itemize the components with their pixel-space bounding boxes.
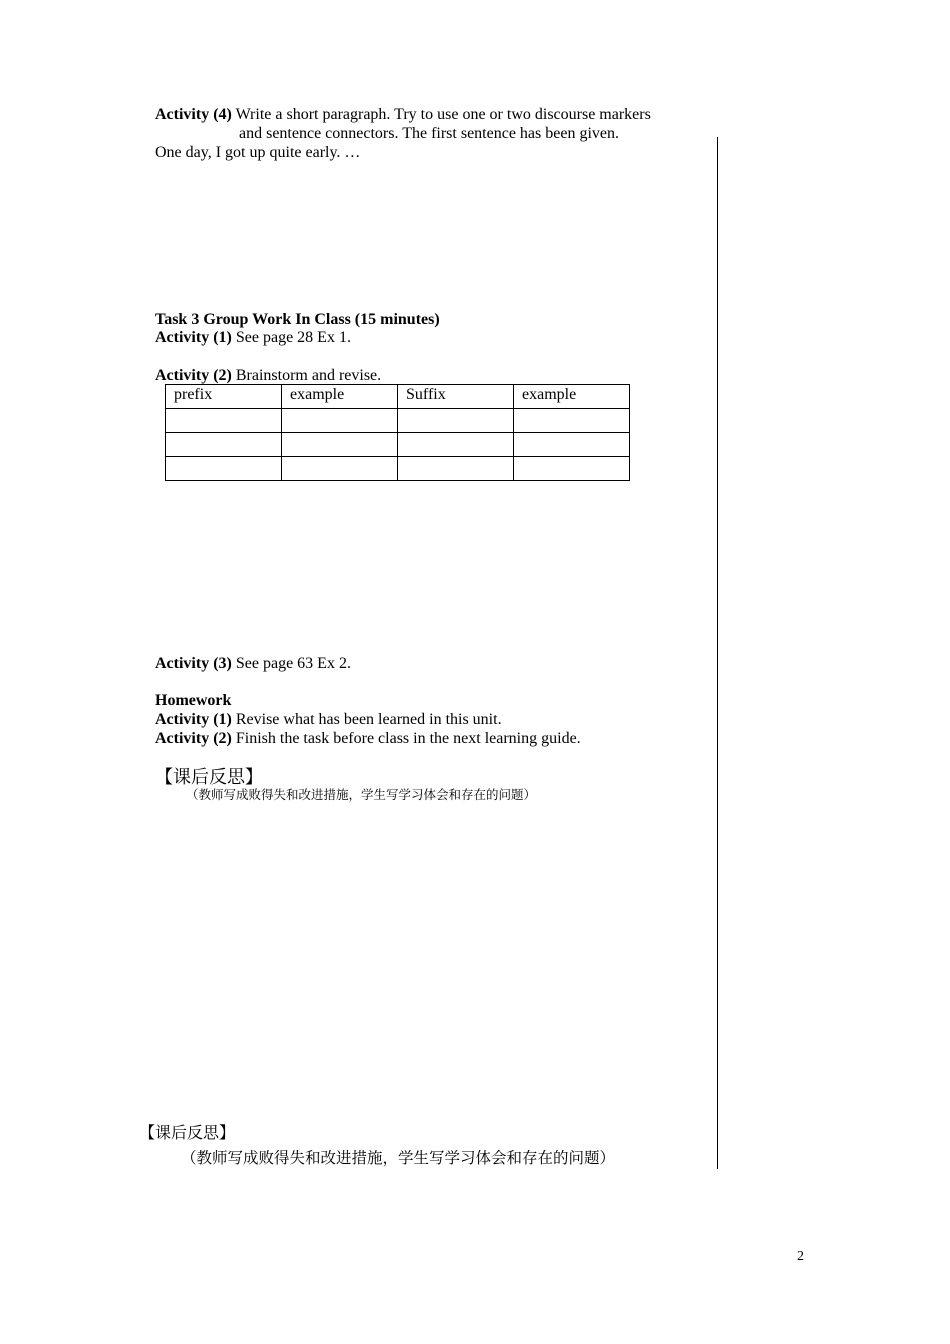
table-cell bbox=[398, 433, 514, 457]
task3-activity2-text: Brainstorm and revise. bbox=[235, 367, 382, 384]
reflection1-title: 【课后反思】 bbox=[155, 767, 263, 788]
table-cell bbox=[398, 409, 514, 433]
prefix-suffix-table bbox=[165, 384, 630, 481]
activity4-text1: Write a short paragraph. Try to use one or two discourse markers bbox=[235, 106, 651, 123]
table-header-cell: example bbox=[282, 385, 398, 409]
table-header-cell: example bbox=[514, 385, 630, 409]
task3-activity1 bbox=[155, 329, 351, 347]
task3-title-text: Task 3 Group Work In Class (15 minutes) bbox=[155, 311, 440, 328]
table-row bbox=[166, 433, 630, 457]
table-cell bbox=[166, 409, 282, 433]
table-header-cell: prefix bbox=[166, 385, 282, 409]
homework-title-text: Homework bbox=[155, 692, 232, 709]
margin-rule bbox=[717, 137, 718, 1169]
table-cell bbox=[514, 433, 630, 457]
homework-activity2 bbox=[155, 730, 581, 748]
task3-activity2-label: Activity (2) bbox=[155, 367, 232, 384]
table-header-row bbox=[166, 385, 630, 409]
table-cell bbox=[514, 457, 630, 481]
homework-activity2-text: Finish the task before class in the next learning guide. bbox=[235, 730, 581, 747]
table-cell bbox=[166, 457, 282, 481]
activity4-label: Activity (4) bbox=[155, 106, 232, 123]
task3-activity3 bbox=[155, 655, 351, 673]
homework-activity2-label: Activity (2) bbox=[155, 730, 232, 747]
page-number: 2 bbox=[797, 1249, 804, 1264]
activity4-line3: One day, I got up quite early. … bbox=[155, 144, 361, 161]
homework-activity1 bbox=[155, 711, 502, 729]
table-cell bbox=[282, 433, 398, 457]
reflection2-title: 【课后反思】 bbox=[139, 1123, 236, 1142]
task3-activity3-label: Activity (3) bbox=[155, 655, 232, 672]
reflection1-note: （教师写成败得失和改进措施，学生写学习体会和存在的问题） bbox=[186, 787, 537, 802]
table-row bbox=[166, 409, 630, 433]
homework-activity1-text: Revise what has been learned in this unit. bbox=[235, 711, 502, 728]
table-cell bbox=[282, 457, 398, 481]
table-cell bbox=[282, 409, 398, 433]
table-cell bbox=[398, 457, 514, 481]
task3-activity1-text: See page 28 Ex 1. bbox=[235, 329, 351, 346]
task3-activity1-label: Activity (1) bbox=[155, 329, 232, 346]
task3-activity3-text: See page 63 Ex 2. bbox=[235, 655, 351, 672]
homework-activity1-label: Activity (1) bbox=[155, 711, 232, 728]
table-header-cell: Suffix bbox=[398, 385, 514, 409]
task3-activity2 bbox=[155, 367, 381, 385]
task3-title bbox=[155, 311, 440, 329]
homework-title bbox=[155, 692, 231, 710]
reflection2-note: （教师写成败得失和改进措施，学生写学习体会和存在的问题） bbox=[181, 1149, 616, 1167]
activity4-line1 bbox=[155, 106, 651, 124]
table-row bbox=[166, 457, 630, 481]
table-cell bbox=[514, 409, 630, 433]
table-cell bbox=[166, 433, 282, 457]
activity4-line2: and sentence connectors. The first sentence has been given. bbox=[239, 125, 619, 142]
